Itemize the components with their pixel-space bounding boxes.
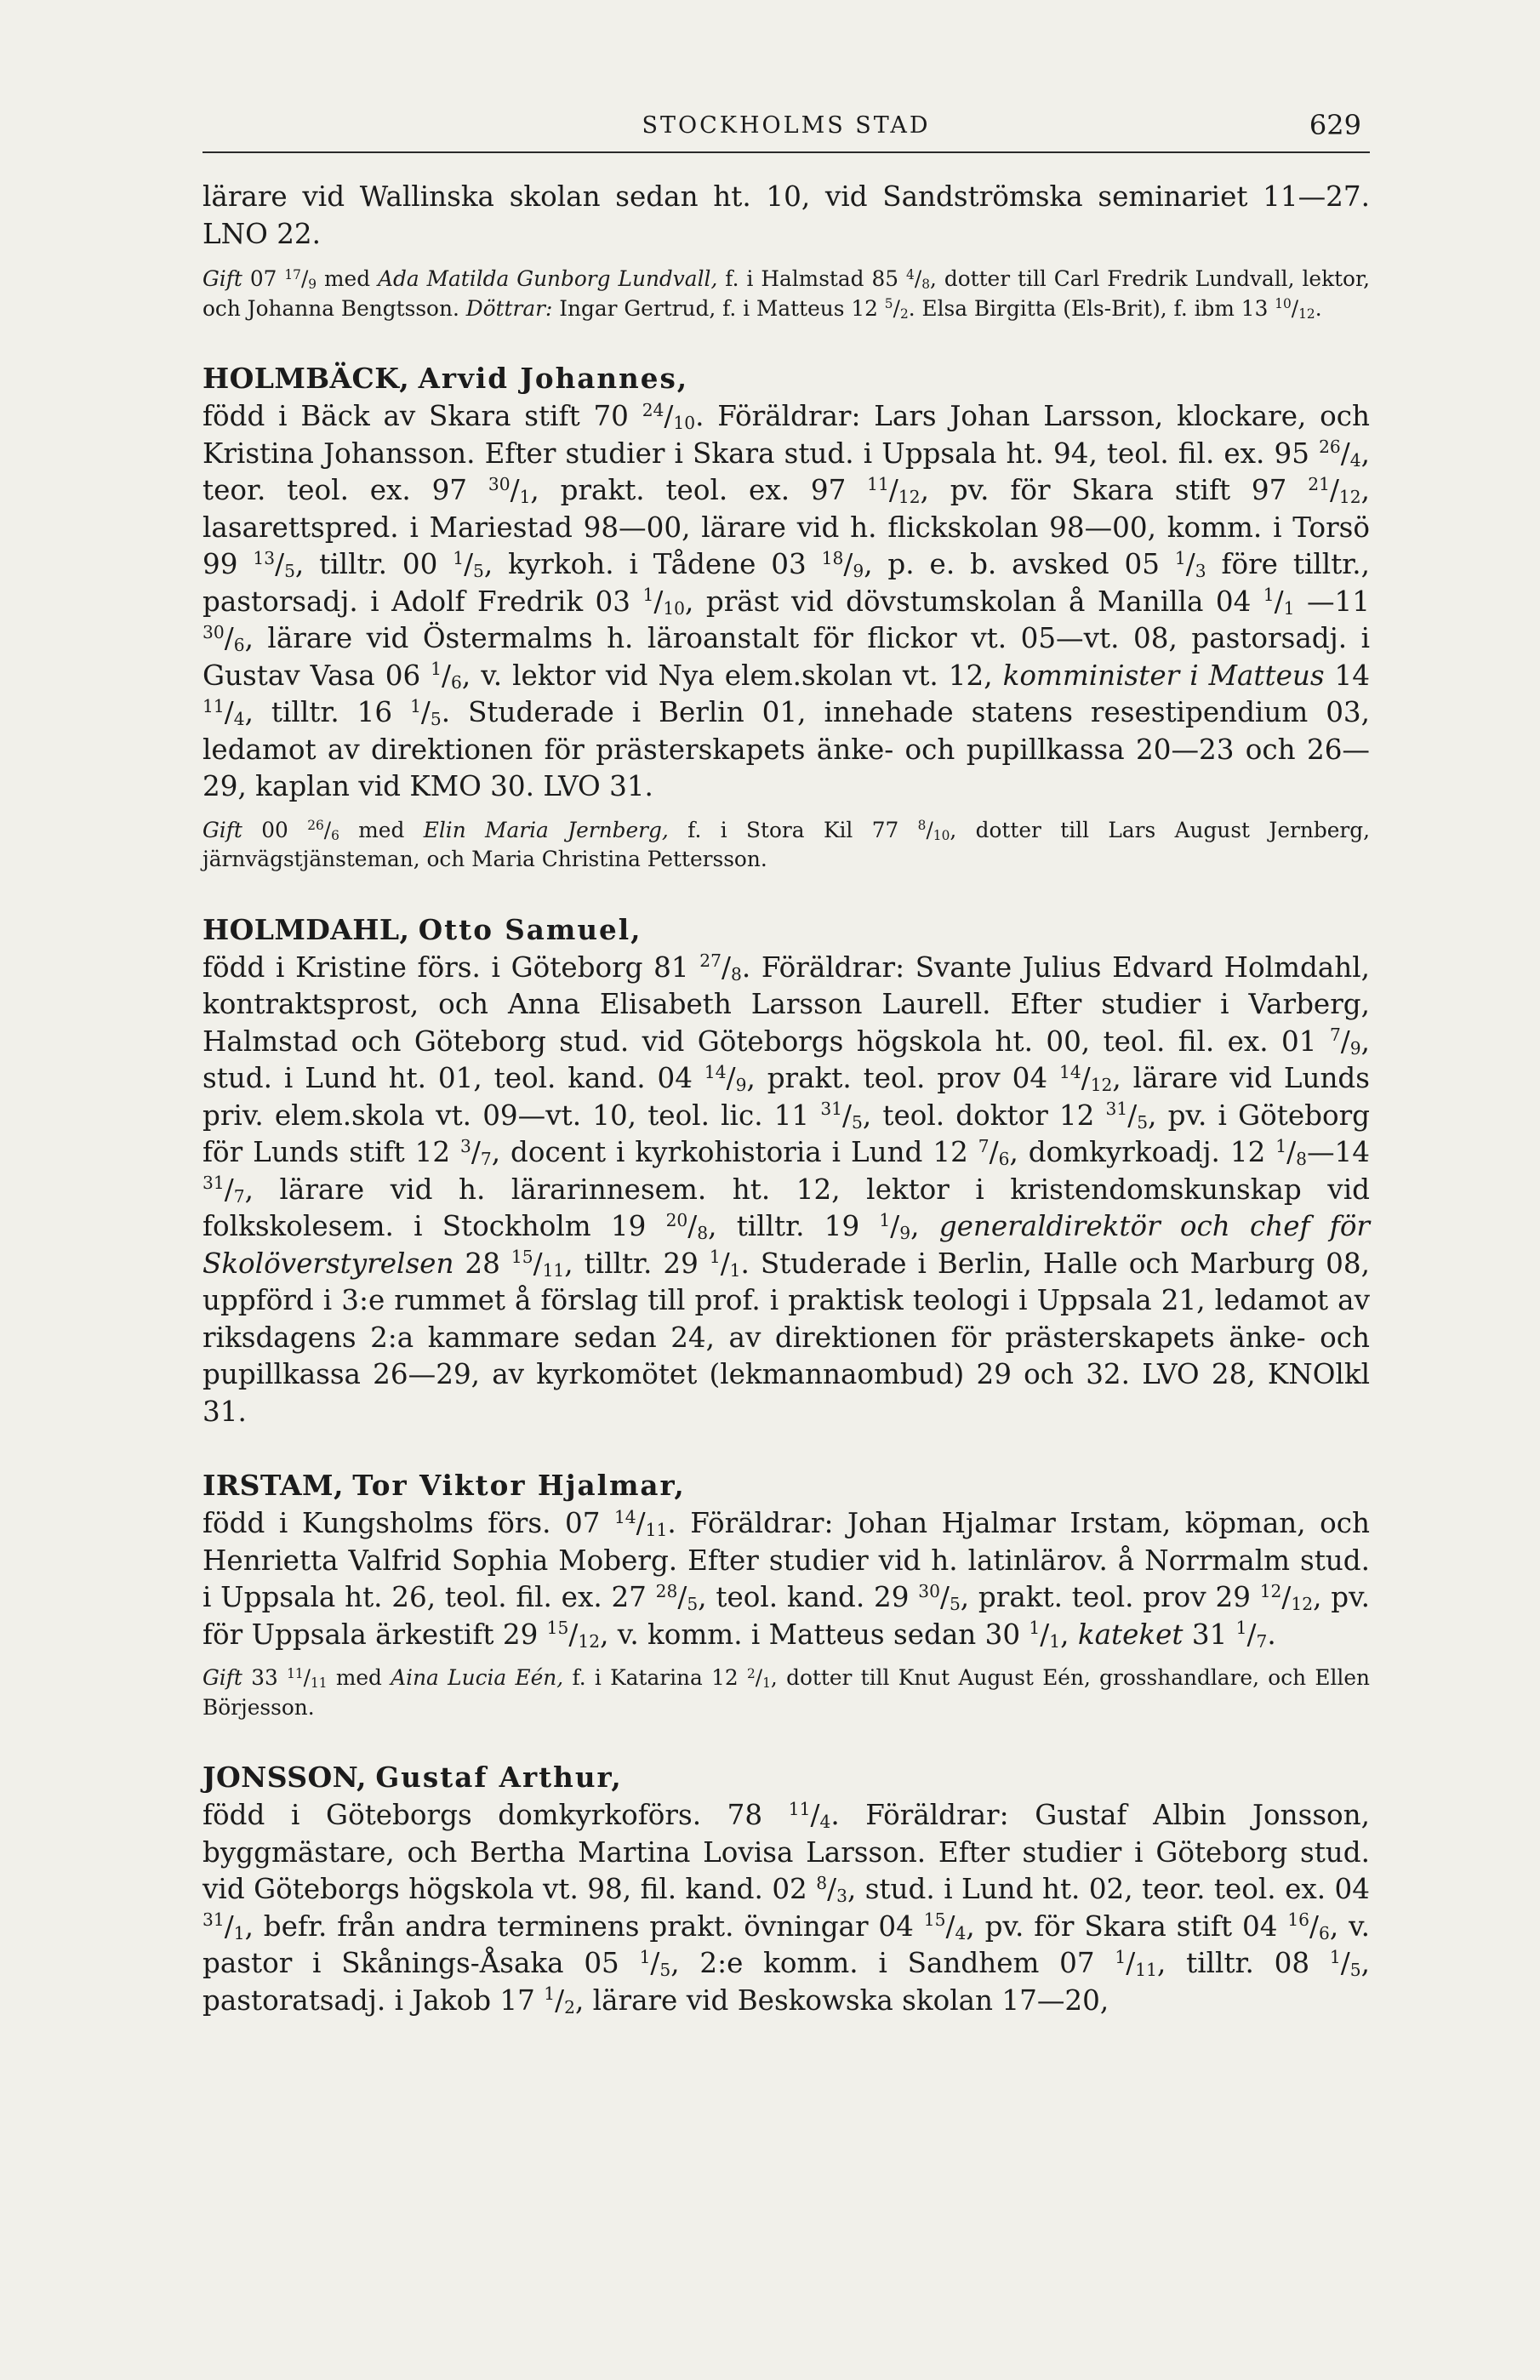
entry-body: född i Göteborgs domkyrkoförs. 78 $^{11}/_4$. Föräldrar: Gustaf Albin Jonsson, byggmästare, och Bertha Martina Lovisa Larsson. Efter studier i Göteborg stud. vid Göteborgs högskola vt. 98, fil. kand. 02 $^8/_3$, stud. i Lund ht. 02, teor. teol. ex. 04 $^{31}/_1$, befr. från andra terminens prakt. övningar 04 $^{15}/_4$, pv. för Skara stift 04 $^{16}/_6$, v. pastor i Skånings-Åsaka 05 $^1/_5$, 2:e komm. i Sandhem 07 $^1/_{11}$, tilltr. 08 $^1/_5$, pastoratsadj. i Jakob 17 $^1/_2$, lärare vid Beskowska skolan 17—20, bbox=[202, 1798, 1371, 2018]
entry-irstam bbox=[202, 1466, 1370, 1722]
entry-surname: HOLMDAHL, bbox=[202, 912, 410, 946]
entry-heading bbox=[202, 910, 1370, 950]
carryover-entry bbox=[202, 179, 1370, 323]
entry-given-names: Tor Viktor Hjalmar, bbox=[352, 1469, 686, 1502]
entry-heading bbox=[202, 1758, 1370, 1797]
entry-heading bbox=[202, 1466, 1370, 1505]
entry-surname: JONSSON, bbox=[202, 1761, 367, 1794]
running-title: STOCKHOLMS STAD bbox=[642, 112, 931, 139]
page-number: 629 bbox=[1309, 109, 1361, 141]
entry-given-names: Arvid Johannes, bbox=[418, 362, 689, 395]
entry-surname: IRSTAM, bbox=[202, 1469, 344, 1502]
entry-holmback bbox=[202, 359, 1370, 875]
entry-given-names: Gustaf Arthur, bbox=[375, 1761, 623, 1794]
entry-surname: HOLMBÄCK, bbox=[202, 362, 410, 395]
running-header bbox=[202, 109, 1370, 153]
entry-heading bbox=[202, 359, 1370, 398]
entry-gift: Gift 00 $^{26}/_6$ med Elin Maria Jernberg, f. i Stora Kil 77 $^8/_{10}$, dotter till Lars August Jernberg, järnvägstjänsteman, och Maria Christina Pettersson. bbox=[202, 817, 1370, 871]
entry-body: född i Kungsholms förs. 07 $^{14}/_{11}$. Föräldrar: Johan Hjalmar Irstam, köpman, och Henrietta Valfrid Sophia Moberg. Efter studier vid h. latinlärov. å Norrmalm stud. i Uppsala ht. 26, teol. fil. ex. 27 $^{28}/_5$, teol. kand. 29 $^{30}/_5$, prakt. teol. prov 29 $^{12}/_{12}$, pv. för Uppsala ärkestift 29 $^{15}/_{12}$, v. komm. i Matteus sedan 30 $^1/_1$, kateket 31 $^1/_7$. bbox=[202, 1506, 1370, 1652]
entry-holmdahl bbox=[202, 910, 1370, 1431]
entry-given-names: Otto Samuel, bbox=[418, 912, 642, 946]
entry-jonsson bbox=[202, 1758, 1370, 2019]
entry-body: född i Bäck av Skara stift 70 $^{24}/_{10}$. Föräldrar: Lars Johan Larsson, klockare, och Kristina Johansson. Efter studier i Skara stud. i Uppsala ht. 94, teol. fil. ex. 95 $^{26}/_4$, teor. teol. ex. 97 $^{30}/_1$, prakt. teol. ex. 97 $^{11}/_{12}$, pv. för Skara stift 97 $^{21}/_{12}$, lasarettspred. i Mariestad 98—00, lärare vid h. flickskolan 98—00, komm. i Torsö 99 $^{13}/_5$, tilltr. 00 $^1/_5$, kyrkoh. i Tådene 03 $^{18}/_9$, p. e. b. avsked 05 $^1/_3$ före tilltr., pastorsadj. i Adolf Fredrik 03 $^1/_{10}$, präst vid dövstumskolan å Manilla 04 $^1/_1$ —11 $^{30}/_6$, lärare vid Östermalms h. läroanstalt för flickor vt. 05—vt. 08, pastorsadj. i Gustav Vasa 06 $^1/_6$, v. lektor vid Nya elem.skolan vt. 12, komminister i Matteus 14 $^{11}/_4$, tilltr. 16 $^1/_5$. Studerade i Berlin 01, innehade statens resestipendium 03, ledamot av direktionen för prästerskapets änke- och pupillkassa 20—23 och 26—29, kaplan vid KMO 30. LVO 31. bbox=[202, 399, 1371, 802]
entry-gift: Gift 33 $^{11}/_{11}$ med Aina Lucia Eén, f. i Katarina 12 $^2/_1$, dotter till Knut August Eén, grosshandlare, och Ellen Börjesson. bbox=[202, 1665, 1371, 1720]
entry-body: född i Kristine förs. i Göteborg 81 $^{27}/_8$. Föräldrar: Svante Julius Edvard Holmdahl, kontraktsprost, och Anna Elisabeth Larsson Laurell. Efter studier i Varberg, Halmstad och Göteborg stud. vid Göteborgs högskola ht. 00, teol. fil. ex. 01 $^7/_9$, stud. i Lund ht. 01, teol. kand. 04 $^{14}/_9$, prakt. teol. prov 04 $^{14}/_{12}$, lärare vid Lunds priv. elem.skola vt. 09—vt. 10, teol. lic. 11 $^{31}/_5$, teol. doktor 12 $^{31}/_5$, pv. i Göteborg för Lunds stift 12 $^3/_7$, docent i kyrkohistoria i Lund 12 $^7/_6$, domkyrkoadj. 12 $^1/_8—14$ $^{31}/_7$, lärare vid h. lärarinnesem. ht. 12, lektor i kristendomskunskap vid folkskolesem. i Stockholm 19 $^{20}/_8$, tilltr. 19 $^1/_9$, generaldirektör och chef för Skolöverstyrelsen 28 $^{15}/_{11}$, tilltr. 29 $^1/_1$. Studerade i Berlin, Halle och Marburg 08, uppförd i 3:e rummet å förslag till prof. i praktisk teologi i Uppsala 21, ledamot av riksdagens 2:a kammare sedan 24, av direktionen för prästerskapets änke- och pupillkassa 26—29, av kyrkomötet (lekmannaombud) 29 och 32. LVO 28, KNOlkl 31. bbox=[202, 950, 1371, 1428]
carryover-body: lärare vid Wallinska skolan sedan ht. 10, vid Sandströmska seminariet 11—27. LNO 22. bbox=[202, 180, 1370, 250]
carryover-gift: Gift 07 $^{17}/_9$ med Ada Matilda Gunborg Lundvall, f. i Halmstad 85 $^4/_8$, dotter till Carl Fredrik Lundvall, lektor, och Johanna Bengtsson. Döttrar: Ingar Gertrud, f. i Matteus 12 $^5/_2$. Elsa Birgitta (Els-Brit), f. ibm 13 $^{10}/_{12}$. bbox=[202, 266, 1370, 322]
